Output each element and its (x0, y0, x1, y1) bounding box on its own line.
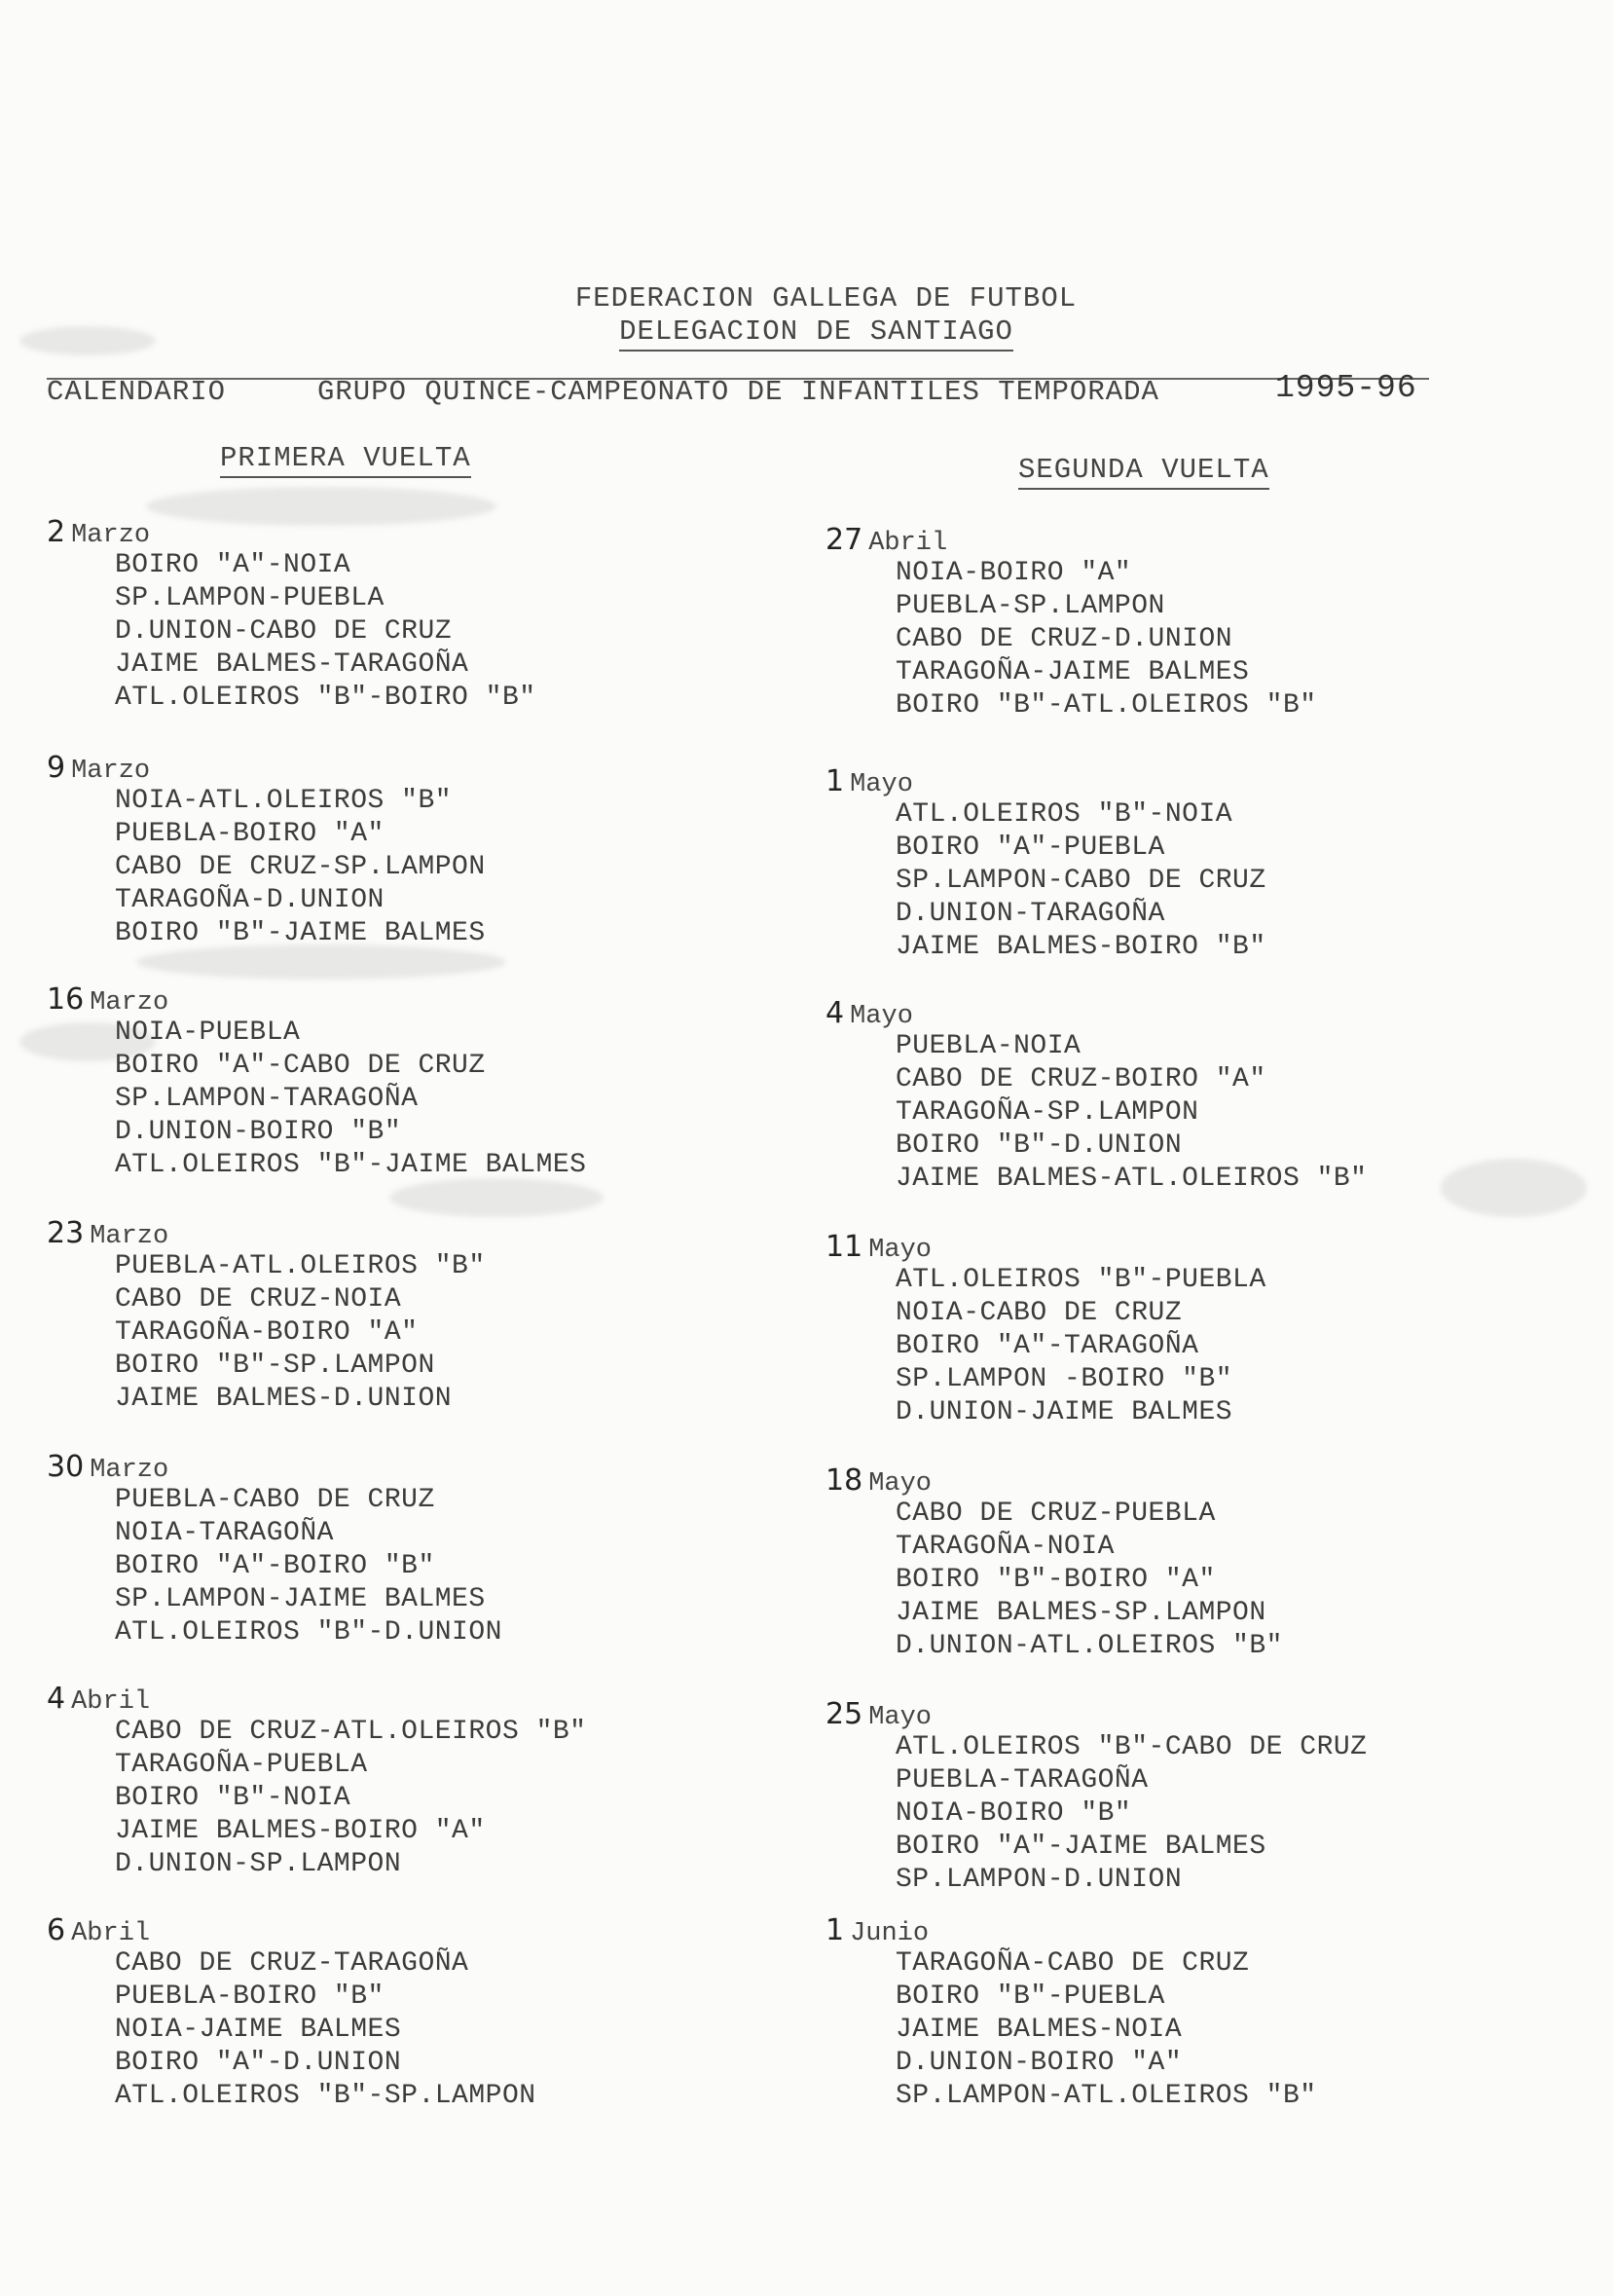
round-day: 9 (47, 751, 66, 785)
round-date (825, 1464, 1283, 1498)
primera-vuelta-round (47, 1217, 486, 1416)
match-fixture: PUEBLA-NOIA (896, 1031, 1081, 1061)
match-fixture: BOIRO "A"-TARAGOÑA (896, 1331, 1199, 1361)
round-date (47, 1217, 486, 1250)
match-fixture: TARAGOÑA-D.UNION (115, 885, 385, 915)
round-month: Marzo (71, 757, 151, 786)
segunda-vuelta-round (825, 997, 1367, 1196)
round-month: Mayo (868, 1469, 932, 1499)
round-day: 25 (825, 1697, 863, 1731)
match-fixture: JAIME BALMES-TARAGOÑA (115, 649, 469, 680)
match-fixture: TARAGOÑA-SP.LAMPON (896, 1097, 1199, 1128)
match-fixture: BOIRO "B"-BOIRO "A" (896, 1565, 1216, 1595)
match-fixture: SP.LAMPON-PUEBLA (115, 583, 385, 613)
match-fixture: PUEBLA-BOIRO "A" (115, 819, 385, 849)
match-fixture: TARAGOÑA-CABO DE CRUZ (896, 1948, 1250, 1979)
match-fixture: D.UNION-SP.LAMPON (115, 1849, 402, 1879)
match-fixture: SP.LAMPON-D.UNION (896, 1865, 1183, 1895)
match-fixture: SP.LAMPON-TARAGOÑA (115, 1084, 419, 1114)
round-month: Marzo (90, 1222, 169, 1251)
round-date (825, 1231, 1266, 1264)
round-month: Marzo (71, 521, 151, 550)
round-month: Abril (71, 1919, 151, 1948)
round-date (47, 983, 586, 1017)
round-day: 4 (825, 996, 845, 1030)
match-fixture: TARAGOÑA-NOIA (896, 1532, 1115, 1562)
match-fixture: CABO DE CRUZ-NOIA (115, 1284, 402, 1315)
match-fixture: D.UNION-BOIRO "B" (115, 1117, 402, 1147)
round-date (825, 997, 1367, 1030)
round-month: Marzo (90, 988, 169, 1018)
round-month: Abril (868, 529, 948, 558)
match-fixture: JAIME BALMES-SP.LAMPON (896, 1598, 1266, 1628)
primera-vuelta-round (47, 983, 586, 1182)
segunda-vuelta-round (825, 524, 1317, 722)
round-month: Mayo (868, 1236, 932, 1265)
segunda-vuelta-round (825, 1914, 1317, 2113)
match-fixture: ATL.OLEIROS "B"-BOIRO "B" (115, 683, 536, 713)
round-day: 18 (825, 1463, 863, 1498)
match-fixture: SP.LAMPON-CABO DE CRUZ (896, 866, 1266, 896)
round-day: 4 (47, 1682, 66, 1716)
match-fixture: BOIRO "A"-D.UNION (115, 2048, 402, 2078)
match-fixture: NOIA-ATL.OLEIROS "B" (115, 786, 453, 816)
match-fixture: ATL.OLEIROS "B"-NOIA (896, 799, 1233, 830)
match-fixture: NOIA-BOIRO "A" (896, 558, 1132, 588)
match-fixture: TARAGOÑA-BOIRO "A" (115, 1317, 419, 1348)
match-fixture: NOIA-JAIME BALMES (115, 2015, 402, 2045)
match-fixture: D.UNION-TARAGOÑA (896, 899, 1165, 929)
round-date (47, 516, 536, 549)
segunda-vuelta-round (825, 765, 1266, 964)
round-day: 6 (47, 1913, 66, 1947)
round-month: Marzo (90, 1456, 169, 1485)
delegation-text: DELEGACION DE SANTIAGO (619, 315, 1013, 352)
round-month: Abril (71, 1687, 151, 1717)
match-fixture: BOIRO "A"-JAIME BALMES (896, 1832, 1266, 1862)
match-fixture: BOIRO "A"-CABO DE CRUZ (115, 1051, 486, 1081)
round-day: 30 (47, 1450, 85, 1484)
match-fixture: NOIA-TARAGOÑA (115, 1518, 334, 1548)
match-fixture: BOIRO "B"-SP.LAMPON (115, 1351, 435, 1381)
segunda-vuelta-heading (1018, 454, 1269, 486)
delegation-title (0, 315, 1613, 348)
match-fixture: BOIRO "B"-JAIME BALMES (115, 918, 486, 948)
primera-vuelta-round (47, 752, 486, 950)
match-fixture: NOIA-PUEBLA (115, 1018, 301, 1048)
match-fixture: BOIRO "B"-PUEBLA (896, 1981, 1165, 2012)
round-date (47, 1914, 536, 1947)
round-month: Mayo (850, 1002, 913, 1031)
round-date (47, 752, 486, 785)
round-day: 27 (825, 523, 863, 557)
match-fixture: CABO DE CRUZ-PUEBLA (896, 1499, 1216, 1529)
round-day: 1 (825, 1913, 845, 1947)
match-fixture: BOIRO "B"-D.UNION (896, 1130, 1183, 1161)
match-fixture: SP.LAMPON -BOIRO "B" (896, 1364, 1233, 1394)
match-fixture: PUEBLA-SP.LAMPON (896, 591, 1165, 621)
segunda-vuelta-round (825, 1698, 1367, 1897)
round-day: 1 (825, 764, 845, 798)
match-fixture: D.UNION-CABO DE CRUZ (115, 616, 453, 647)
match-fixture: D.UNION-JAIME BALMES (896, 1397, 1233, 1427)
round-date (825, 765, 1266, 798)
round-day: 2 (47, 515, 66, 549)
round-date (825, 1914, 1317, 1947)
primera-vuelta-heading (220, 442, 471, 474)
round-month: Mayo (868, 1703, 932, 1732)
match-fixture: CABO DE CRUZ-TARAGOÑA (115, 1948, 469, 1979)
match-fixture: BOIRO "A"-PUEBLA (896, 833, 1165, 863)
primera-vuelta-title: PRIMERA VUELTA (220, 442, 471, 478)
match-fixture: D.UNION-BOIRO "A" (896, 2048, 1183, 2078)
match-fixture: CABO DE CRUZ-BOIRO "A" (896, 1064, 1266, 1094)
match-fixture: TARAGOÑA-JAIME BALMES (896, 657, 1250, 687)
round-day: 16 (47, 982, 85, 1017)
primera-vuelta-round (47, 1914, 536, 2113)
match-fixture: SP.LAMPON-ATL.OLEIROS "B" (896, 2081, 1317, 2111)
match-fixture: ATL.OLEIROS "B"-SP.LAMPON (115, 2081, 536, 2111)
match-fixture: TARAGOÑA-PUEBLA (115, 1750, 368, 1780)
match-fixture: JAIME BALMES-ATL.OLEIROS "B" (896, 1164, 1368, 1194)
match-fixture: ATL.OLEIROS "B"-D.UNION (115, 1617, 502, 1648)
match-fixture: JAIME BALMES-NOIA (896, 2015, 1183, 2045)
primera-vuelta-round (47, 1683, 586, 1881)
match-fixture: PUEBLA-TARAGOÑA (896, 1765, 1149, 1796)
match-fixture: BOIRO "B"-ATL.OLEIROS "B" (896, 690, 1317, 721)
match-fixture: BOIRO "A"-NOIA (115, 550, 351, 580)
season-year: 1995-96 (1275, 370, 1417, 406)
match-fixture: BOIRO "B"-NOIA (115, 1783, 351, 1813)
round-date (47, 1683, 586, 1716)
round-day: 23 (47, 1216, 85, 1250)
match-fixture: BOIRO "A"-BOIRO "B" (115, 1551, 435, 1581)
primera-vuelta-round (47, 1451, 502, 1649)
match-fixture: ATL.OLEIROS "B"-JAIME BALMES (115, 1150, 587, 1180)
match-fixture: CABO DE CRUZ-SP.LAMPON (115, 852, 486, 882)
match-fixture: JAIME BALMES-D.UNION (115, 1384, 453, 1414)
round-day: 11 (825, 1230, 863, 1264)
match-fixture: NOIA-BOIRO "B" (896, 1798, 1132, 1829)
segunda-vuelta-round (825, 1464, 1283, 1663)
match-fixture: D.UNION-ATL.OLEIROS "B" (896, 1631, 1283, 1661)
calendar-subtitle (47, 370, 1429, 408)
primera-vuelta-round (47, 516, 536, 715)
match-fixture: ATL.OLEIROS "B"-CABO DE CRUZ (896, 1732, 1368, 1762)
match-fixture: CABO DE CRUZ-ATL.OLEIROS "B" (115, 1717, 587, 1747)
match-fixture: JAIME BALMES-BOIRO "A" (115, 1816, 486, 1846)
smudge (1441, 1159, 1587, 1217)
federation-title: FEDERACION GALLEGA DE FUTBOL (574, 282, 1078, 315)
match-fixture: PUEBLA-ATL.OLEIROS "B" (115, 1251, 486, 1281)
round-month: Junio (850, 1919, 930, 1948)
segunda-vuelta-round (825, 1231, 1266, 1429)
round-month: Mayo (850, 770, 913, 799)
segunda-vuelta-title: SEGUNDA VUELTA (1018, 454, 1269, 490)
group-label: GRUPO QUINCE-CAMPEONATO DE INFANTILES TEMPORADA (317, 376, 1159, 408)
smudge (389, 1178, 604, 1217)
round-date (825, 1698, 1367, 1731)
calendario-label: CALENDARIO (47, 376, 227, 408)
match-fixture: PUEBLA-BOIRO "B" (115, 1981, 385, 2012)
match-fixture: CABO DE CRUZ-D.UNION (896, 624, 1233, 654)
round-date (825, 524, 1317, 557)
round-date (47, 1451, 502, 1484)
match-fixture: NOIA-CABO DE CRUZ (896, 1298, 1183, 1328)
match-fixture: PUEBLA-CABO DE CRUZ (115, 1485, 435, 1515)
match-fixture: JAIME BALMES-BOIRO "B" (896, 932, 1266, 962)
match-fixture: ATL.OLEIROS "B"-PUEBLA (896, 1265, 1266, 1295)
match-fixture: SP.LAMPON-JAIME BALMES (115, 1584, 486, 1614)
